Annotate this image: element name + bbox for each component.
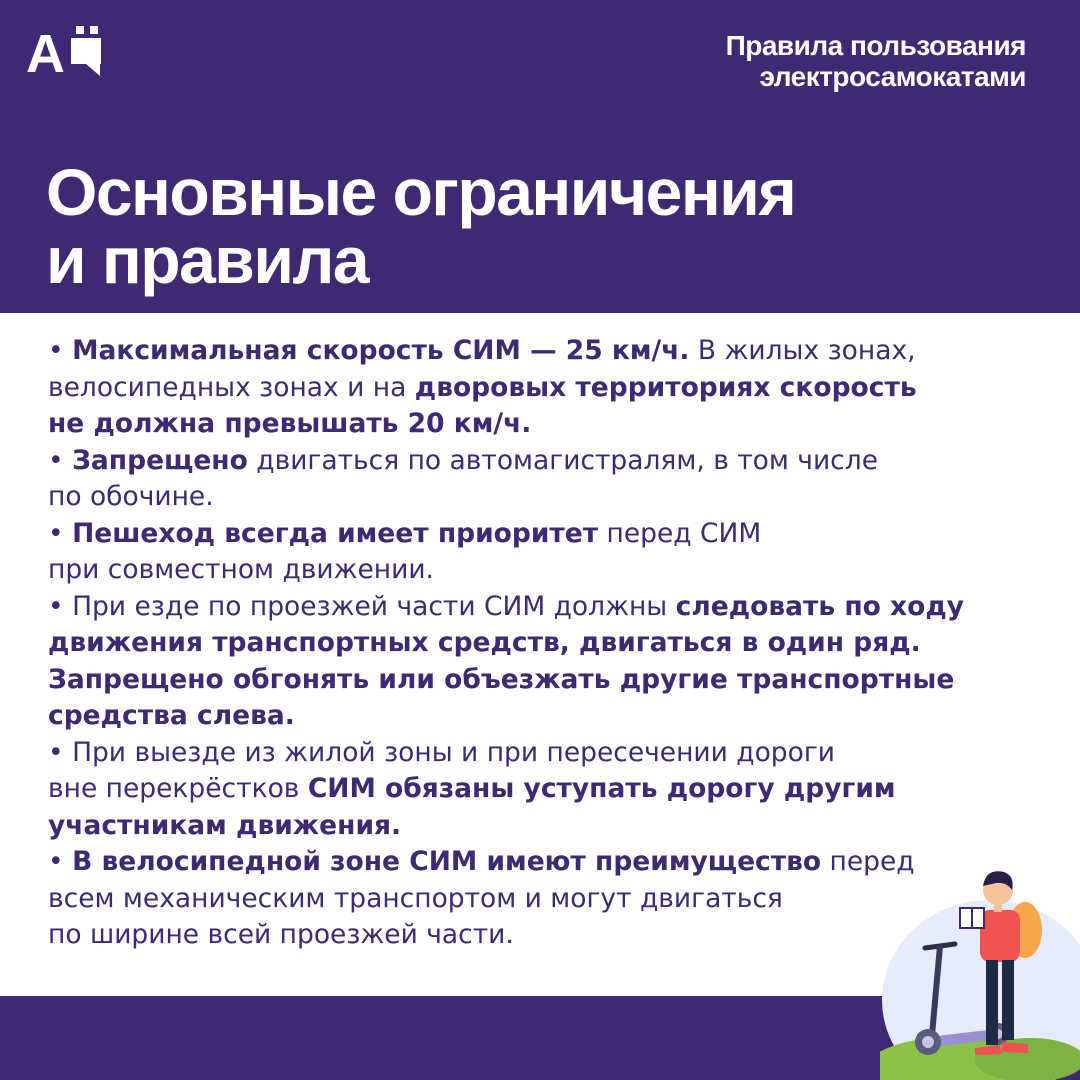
rule-item-roadway: • При езде по проезжей части СИМ должны следовать по ходу движения транспортных средств, двигаться в один ряд. Запрещено обгонять или объезжать другие транспортные средства слева.: [48, 590, 965, 731]
title-line-1: Основные ограничения: [46, 155, 796, 229]
brand-logo: [26, 24, 102, 80]
header-banner: [0, 0, 1080, 313]
person-with-scooter-illustration: [880, 860, 1080, 1080]
svg-text:А: А: [26, 24, 65, 80]
rule-item-speed: • Максимальная скорость СИМ — 25 км/ч. В жилых зонах, велосипедных зонах и на дворовых территориях скорость не должна превышать 20 км/ч.: [48, 335, 917, 439]
rule-item-bike-zone: • В велосипедной зоне СИМ имеют преимущество перед всем механическим транспортом и могут двигаться по ширине всей проезжей части.: [48, 846, 915, 950]
rule-item-yield: • При выезде из жилой зоны и при пересечении дороги вне перекрёстков СИМ обязаны уступать дорогу другим участникам движения.: [48, 736, 896, 841]
page-title: [46, 155, 1026, 297]
title-line-2: и правила: [46, 223, 369, 297]
subtitle-line-2: электросамокатами: [759, 61, 1026, 92]
rule-item-highways: • Запрещено двигаться по автомагистралям, в том числе по обочине.: [48, 444, 878, 512]
series-subtitle: [606, 30, 1026, 92]
rule-item-pedestrian: • Пешеход всегда имеет приоритет перед СИМ при совместном движении.: [48, 517, 762, 585]
subtitle-line-1: Правила пользования: [725, 30, 1026, 61]
